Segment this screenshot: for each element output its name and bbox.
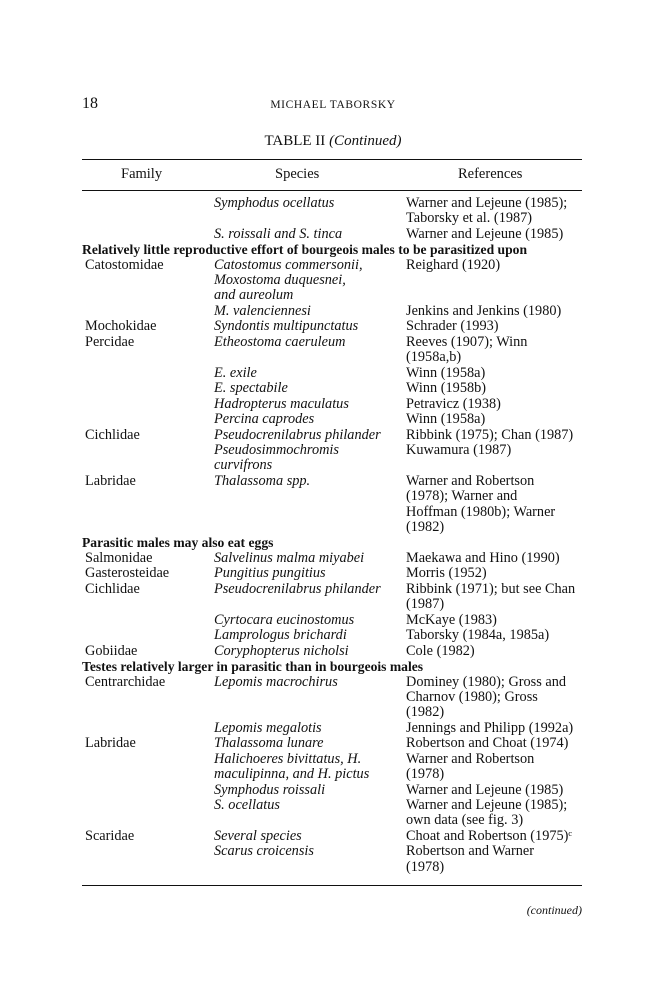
- reference-cell: Warner and Robertson (1978): [406, 750, 535, 783]
- column-header-species: Species: [275, 166, 320, 182]
- column-header-family: Family: [121, 166, 163, 182]
- reference-cell: Maekawa and Hino (1990): [406, 549, 560, 566]
- family-cell: Cichlidae: [85, 580, 140, 597]
- section-heading-row: [0, 535, 666, 551]
- table-row: [0, 366, 666, 382]
- reference-cell: Winn (1958a): [406, 411, 486, 428]
- section-heading-row: [0, 242, 666, 258]
- table-body: [0, 196, 666, 875]
- table-row: [0, 613, 666, 629]
- reference-cell: Warner and Lejeune (1985): [406, 781, 564, 798]
- table-row: [0, 675, 666, 721]
- reference-cell: Robertson and Warner (1978): [406, 843, 535, 875]
- reference-cell: Petravicz (1938): [406, 395, 501, 412]
- species-cell: Pseudocrenilabrus philander: [214, 426, 381, 443]
- reference-cell: Winn (1958b): [406, 380, 487, 397]
- reference-cell: Taborsky (1984a, 1985a): [406, 627, 550, 644]
- continued-note: (continued): [526, 903, 582, 917]
- column-header-references: References: [458, 166, 523, 182]
- species-cell: Catostomus commersonii, Moxostoma duquesnei, and aureolum: [214, 256, 363, 304]
- species-cell: Coryphopterus nicholsi: [214, 642, 349, 659]
- table-row: [0, 566, 666, 582]
- species-cell: Pseudocrenilabrus philander: [214, 580, 381, 597]
- table-row: [0, 381, 666, 397]
- table-row: [0, 227, 666, 243]
- family-cell: Labridae: [85, 735, 136, 752]
- family-cell: Gasterosteidae: [85, 565, 170, 582]
- species-cell: Syndontis multipunctatus: [214, 318, 359, 335]
- species-cell: Lepomis macrochirus: [214, 673, 338, 690]
- table-row: [0, 752, 666, 783]
- table-row: [0, 551, 666, 567]
- table-row: [0, 196, 666, 227]
- table-title-label: TABLE II: [264, 133, 326, 149]
- section-heading: Relatively little reproductive effort of bourgeois males to be parasitized upon: [82, 242, 528, 258]
- table-row: [0, 258, 666, 304]
- species-cell: Salvelinus malma miyabei: [214, 549, 365, 566]
- family-cell: Cichlidae: [85, 426, 140, 443]
- table-row: [0, 644, 666, 660]
- species-cell: Thalassoma lunare: [214, 735, 324, 752]
- table-row: [0, 319, 666, 335]
- table-row: [0, 474, 666, 535]
- table-row: [0, 397, 666, 413]
- reference-cell: Ribbink (1975); Chan (1987): [406, 426, 574, 443]
- species-cell: Lepomis megalotis: [214, 719, 322, 736]
- reference-cell: Choat and Robertson (1975)ᶜ: [406, 827, 573, 844]
- table-row: [0, 582, 666, 613]
- section-heading: Parasitic males may also eat eggs: [82, 535, 274, 551]
- species-cell: Etheostoma caeruleum: [214, 333, 346, 350]
- family-cell: Catostomidae: [85, 256, 164, 273]
- reference-cell: Jenkins and Jenkins (1980): [406, 302, 562, 319]
- reference-cell: Warner and Lejeune (1985); own data (see fig. 3): [406, 797, 568, 829]
- reference-cell: Ribbink (1971); but see Chan (1987): [406, 580, 576, 613]
- reference-cell: Jennings and Philipp (1992a): [406, 719, 574, 736]
- family-cell: Gobiidae: [85, 642, 138, 659]
- family-cell: Mochokidae: [85, 318, 157, 335]
- species-cell: Several species: [214, 827, 302, 844]
- reference-cell: Reeves (1907); Winn (1958a,b): [406, 333, 528, 366]
- species-cell: E. spectabile: [214, 380, 288, 397]
- table-header-rule: [82, 190, 582, 191]
- table-row: [0, 443, 666, 474]
- species-cell: Hadropterus maculatus: [214, 395, 349, 412]
- reference-cell: Robertson and Choat (1974): [406, 735, 569, 752]
- table-row: [0, 721, 666, 737]
- reference-cell: McKaye (1983): [406, 611, 497, 628]
- table-title-continued: (Continued): [329, 133, 402, 149]
- family-cell: Centrarchidae: [85, 673, 166, 690]
- species-cell: Lamprologus brichardi: [214, 627, 347, 644]
- species-cell: E. exile: [214, 364, 257, 381]
- family-cell: Labridae: [85, 472, 136, 489]
- family-cell: Percidae: [85, 333, 135, 350]
- reference-cell: Warner and Lejeune (1985): [406, 225, 564, 242]
- family-cell: Scaridae: [85, 827, 135, 844]
- section-heading: Testes relatively larger in parasitic than in bourgeois males: [82, 659, 424, 675]
- reference-cell: Reighard (1920): [406, 256, 501, 273]
- family-cell: Salmonidae: [85, 549, 153, 566]
- reference-cell: Cole (1982): [406, 642, 475, 659]
- table-row: [0, 412, 666, 428]
- table-row: [0, 736, 666, 752]
- table-row: [0, 335, 666, 366]
- reference-cell: Schrader (1993): [406, 318, 499, 335]
- reference-cell: Morris (1952): [406, 565, 487, 582]
- species-cell: S. ocellatus: [214, 797, 280, 814]
- species-cell: Pseudosimmochromis curvifrons: [214, 442, 339, 474]
- table-bottom-rule: [82, 885, 582, 886]
- table-row: [0, 798, 666, 829]
- reference-cell: Warner and Lejeune (1985); Taborsky et al. (1987): [406, 195, 568, 227]
- table-row: [0, 628, 666, 644]
- species-cell: Symphodus ocellatus: [214, 195, 335, 211]
- reference-cell: Warner and Robertson (1978); Warner and Hoffman (1980b); Warner (1982): [406, 472, 556, 535]
- table-top-rule: [82, 159, 582, 160]
- species-cell: Halichoeres bivittatus, H. maculipinna, and H. pictus: [214, 750, 370, 783]
- table-row: [0, 829, 666, 845]
- reference-cell: Winn (1958a): [406, 364, 486, 381]
- table-title: [0, 133, 666, 150]
- running-head: MICHAEL TABORSKY: [270, 99, 396, 111]
- species-cell: M. valenciennesi: [214, 302, 311, 319]
- species-cell: Percina caprodes: [214, 411, 315, 428]
- species-cell: Cyrtocara eucinostomus: [214, 611, 355, 628]
- species-cell: Symphodus roissali: [214, 781, 326, 798]
- species-cell: S. roissali and S. tinca: [214, 225, 343, 242]
- table-row: [0, 304, 666, 320]
- page-number: 18: [82, 95, 98, 112]
- table-row: [0, 844, 666, 875]
- section-heading-row: [0, 659, 666, 675]
- species-cell: Thalassoma spp.: [214, 472, 311, 489]
- table-row: [0, 428, 666, 444]
- species-cell: Scarus croicensis: [214, 843, 314, 860]
- reference-cell: Dominey (1980); Gross and Charnov (1980); Gross (1982): [406, 673, 567, 721]
- reference-cell: Kuwamura (1987): [406, 442, 512, 459]
- table-row: [0, 783, 666, 799]
- species-cell: Pungitius pungitius: [214, 565, 326, 582]
